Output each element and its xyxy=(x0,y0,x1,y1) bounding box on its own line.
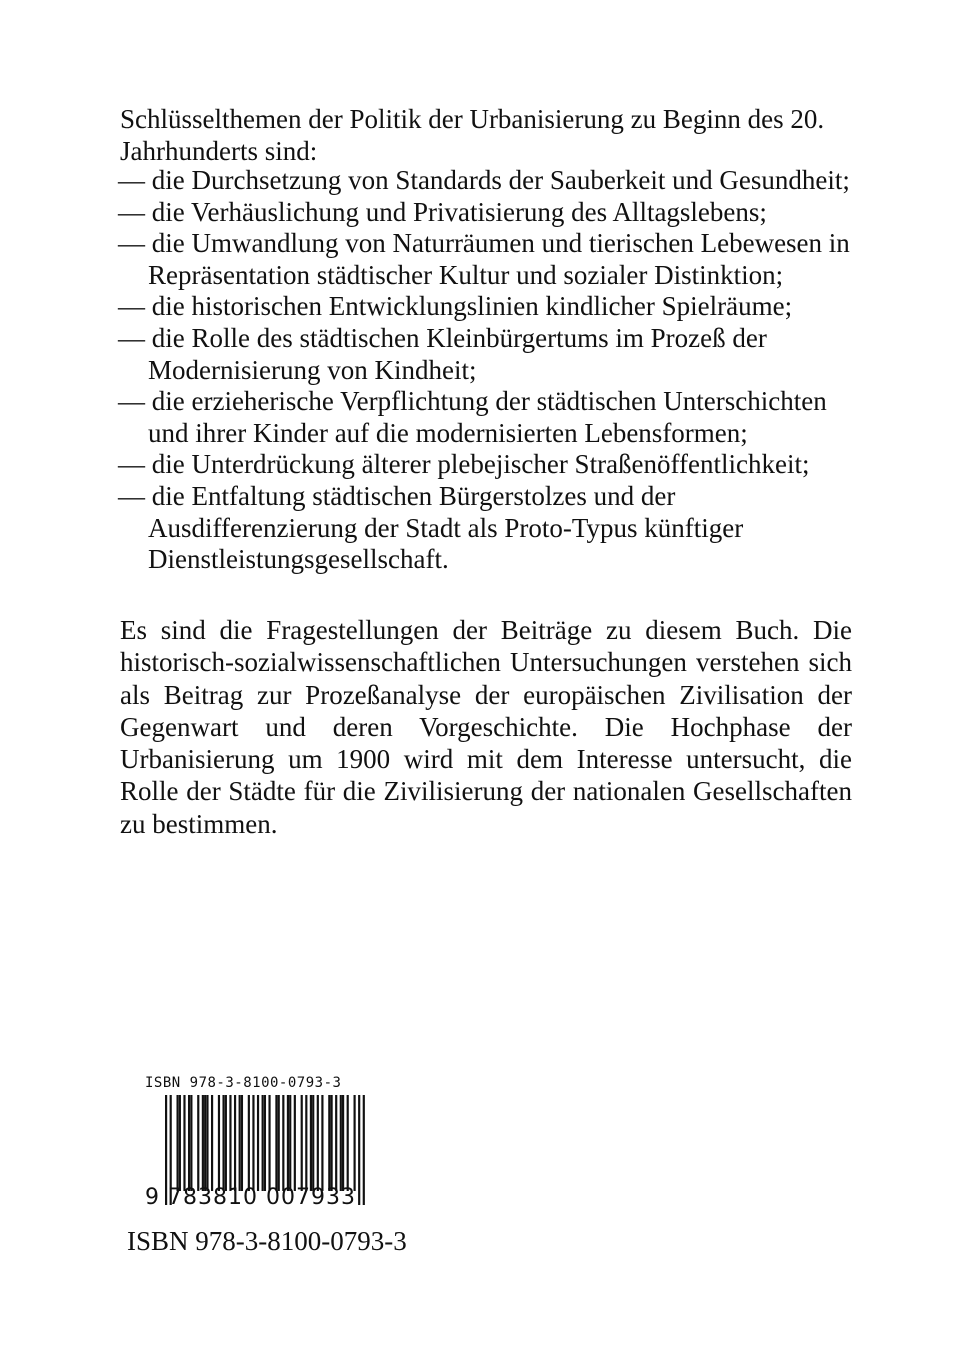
barcode-bar xyxy=(354,1095,356,1191)
list-item: — die Durchsetzung von Standards der Sauberkeit und Gesundheit; xyxy=(118,165,850,195)
barcode-bar xyxy=(317,1095,319,1191)
barcode-bar xyxy=(363,1095,365,1205)
barcode-digits: 9 783810 007933 xyxy=(145,1185,356,1210)
barcode-bar xyxy=(239,1095,241,1191)
barcode-bar xyxy=(241,1095,243,1191)
barcode-bar xyxy=(289,1095,291,1191)
barcode-bar xyxy=(225,1095,227,1191)
summary-paragraph: Es sind die Fragestellungen der Beiträge zu diesem Buch. Die historisch-sozialwissenschaftlichen Untersuchungen verstehen sich als Beitrag zur Prozeßanalyse der europäischen Zivilisation der Gegenwart und deren Vorgeschichte. Die Hochphase der Urbanisierung um 1900 wird mit dem Interesse untersucht, die Rolle der Städte für die Zivilisierung der nationalen Gesellschaften zu bestimmen. xyxy=(120,615,852,839)
barcode-bar xyxy=(252,1095,254,1191)
barcode-bar xyxy=(206,1095,208,1191)
barcode-bar xyxy=(305,1095,307,1191)
barcode-bar xyxy=(204,1095,206,1191)
barcode-bar xyxy=(312,1095,314,1191)
barcode-bar xyxy=(278,1095,280,1191)
barcode-bar xyxy=(188,1095,190,1191)
barcode-bar xyxy=(248,1095,250,1191)
barcode-bar xyxy=(340,1095,342,1191)
barcode-bar xyxy=(342,1095,344,1191)
barcode-bar xyxy=(328,1095,330,1191)
barcode-bar xyxy=(282,1095,284,1191)
barcode-bar xyxy=(202,1095,204,1191)
barcode-isbn-label: ISBN 978-3-8100-0793-3 xyxy=(145,1075,342,1091)
barcode-bar xyxy=(179,1095,181,1191)
barcode-bar xyxy=(234,1095,236,1191)
barcode-bar xyxy=(268,1095,270,1191)
barcode-bar xyxy=(176,1095,178,1191)
barcode-bar xyxy=(335,1095,337,1191)
barcode-bar xyxy=(257,1095,259,1191)
barcode-bar xyxy=(358,1095,360,1205)
isbn-text: ISBN 978-3-8100-0793-3 xyxy=(127,1226,407,1256)
barcode-bar xyxy=(262,1095,264,1191)
list-item: — die erzieherische Verpflichtung der städtischen Unterschichten und ihrer Kinder auf die modernisierten Lebensformen; xyxy=(118,386,827,448)
intro-text: Schlüsselthemen der Politik der Urbanisierung zu Beginn des 20. Jahrhunderts sind: xyxy=(120,104,825,166)
barcode-bar xyxy=(287,1095,289,1191)
barcode-bar xyxy=(275,1095,277,1191)
barcode-bar xyxy=(197,1095,199,1191)
topic-list xyxy=(118,165,858,576)
barcode-bar xyxy=(190,1095,192,1191)
list-item: — die historischen Entwicklungslinien kindlicher Spielräume; xyxy=(118,291,793,322)
barcode-bar xyxy=(347,1095,349,1191)
barcode-bar xyxy=(183,1095,185,1191)
barcode-bar xyxy=(211,1095,213,1191)
barcode-bar xyxy=(310,1095,312,1191)
list-item: — die Rolle des städtischen Kleinbürgertums im Prozeß der Modernisierung von Kindheit; xyxy=(118,322,767,385)
barcode xyxy=(145,1075,385,1215)
barcode-bar xyxy=(331,1095,333,1191)
barcode-bar xyxy=(218,1095,220,1191)
barcode-bar xyxy=(264,1095,266,1191)
list-item: — die Umwandlung von Naturräumen und tierischen Lebewesen in Repräsentation städtischer Kultur und sozialer Distinktion; xyxy=(118,228,850,290)
barcode-bar xyxy=(301,1095,303,1191)
barcode-bar xyxy=(294,1095,296,1191)
list-item: — die Unterdrückung älterer plebejischer Straßenöffentlichkeit; xyxy=(118,449,810,480)
barcode-bar xyxy=(229,1095,231,1191)
list-item: — die Entfaltung städtischen Bürgerstolzes und der Ausdifferenzierung der Stadt als Proto-Typus künftiger Dienstleistungsgesellschaft. xyxy=(118,480,744,575)
barcode-bar xyxy=(222,1095,224,1191)
list-item: — die Verhäuslichung und Privatisierung des Alltagslebens; xyxy=(118,196,767,227)
barcode-bar xyxy=(321,1095,323,1191)
